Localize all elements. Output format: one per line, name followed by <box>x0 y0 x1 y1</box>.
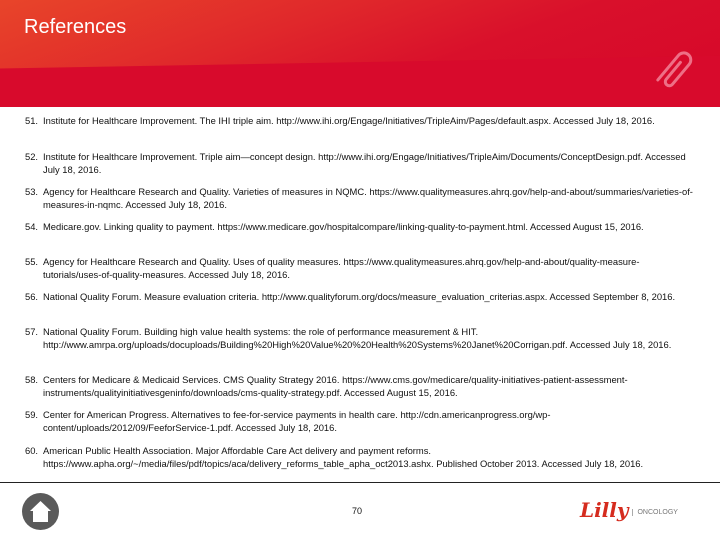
footer-divider <box>0 482 720 483</box>
reference-item <box>25 290 697 303</box>
reference-number: 53. <box>25 186 39 197</box>
page-title: References <box>24 16 127 38</box>
reference-text: Agency for Healthcare Research and Quality. Varieties of measures in NQMC. https://www.qualitymeasures.ahrq.gov/help-and-about/summaries/varieties-of-measures-in-nqmc. Accessed July 18, 2016. <box>43 186 693 210</box>
reference-item <box>25 444 697 470</box>
reference-text: Agency for Healthcare Research and Quality. Uses of quality measures. https://www.qualitymeasures.ahrq.gov/help-and-about/quality-measure-tutorials/uses-of-quality-measures. Accessed July 18, 2016. <box>43 256 640 280</box>
header-banner <box>0 0 720 107</box>
page-number: 70 <box>352 506 363 516</box>
reference-number: 57. <box>25 326 39 337</box>
logo-subtext: ONCOLOGY <box>632 509 677 516</box>
reference-number: 55. <box>25 256 39 267</box>
logo-wordmark: Lilly <box>580 498 629 522</box>
home-button[interactable] <box>22 493 59 530</box>
reference-number: 51. <box>25 115 39 126</box>
reference-number: 60. <box>25 445 39 456</box>
reference-item <box>25 408 697 434</box>
header-band <box>0 55 720 107</box>
reference-number: 58. <box>25 374 39 385</box>
lilly-oncology-logo <box>580 498 678 522</box>
reference-item <box>25 220 697 233</box>
reference-text: Institute for Healthcare Improvement. The IHI triple aim. http://www.ihi.org/Engage/Initiatives/TripleAim/Pages/default.aspx. Accessed July 18, 2016. <box>43 115 655 126</box>
reference-item <box>25 114 697 127</box>
home-icon <box>22 493 59 530</box>
reference-text: Institute for Healthcare Improvement. Triple aim—concept design. http://www.ihi.org/Engage/Initiatives/TripleAim/Documents/ConceptDesign.pdf. Accessed July 18, 2016. <box>43 151 686 175</box>
reference-item <box>25 325 697 351</box>
reference-text: American Public Health Association. Major Affordable Care Act delivery and payment reforms. https://www.apha.org/~/media/files/pdf/topics/aca/delivery_reforms_table_apha_oct2013.ashx. Published October 2013. Accessed July 18, 2016. <box>43 445 644 469</box>
reference-item <box>25 150 697 176</box>
reference-item <box>25 185 697 211</box>
reference-number: 59. <box>25 409 39 420</box>
paperclip-icon <box>650 44 698 96</box>
reference-item <box>25 255 697 281</box>
reference-number: 56. <box>25 291 39 302</box>
reference-item <box>25 373 697 399</box>
reference-text: National Quality Forum. Building high value health systems: the role of performance measurement & HIT. http://www.amrpa.org/uploads/docuploads/Building%20High%20Value%20%20Health%20Systems%20Janet%20Corrigan.pdf. Accessed July 18, 2016. <box>43 326 672 350</box>
reference-text: Centers for Medicare & Medicaid Services. CMS Quality Strategy 2016. https://www.cms.gov/medicare/quality-initiatives-patient-assessment-instruments/qualityinitiativesgeninfo/downloads/cms-quality-strategy.pdf. Accessed August 15, 2016. <box>43 374 628 398</box>
reference-number: 54. <box>25 221 39 232</box>
reference-number: 52. <box>25 151 39 162</box>
reference-text: National Quality Forum. Measure evaluation criteria. http://www.qualityforum.org/docs/measure_evaluation_criterias.aspx. Accessed September 8, 2016. <box>43 291 676 302</box>
reference-text: Medicare.gov. Linking quality to payment. https://www.medicare.gov/hospitalcompare/linking-quality-to-payment.html. Accessed August 15, 2016. <box>43 221 644 232</box>
reference-text: Center for American Progress. Alternatives to fee-for-service payments in health care. http://cdn.americanprogress.org/wp-content/uploads/2012/09/FeeforService-1.pdf. Accessed July 18, 2016. <box>43 409 551 433</box>
